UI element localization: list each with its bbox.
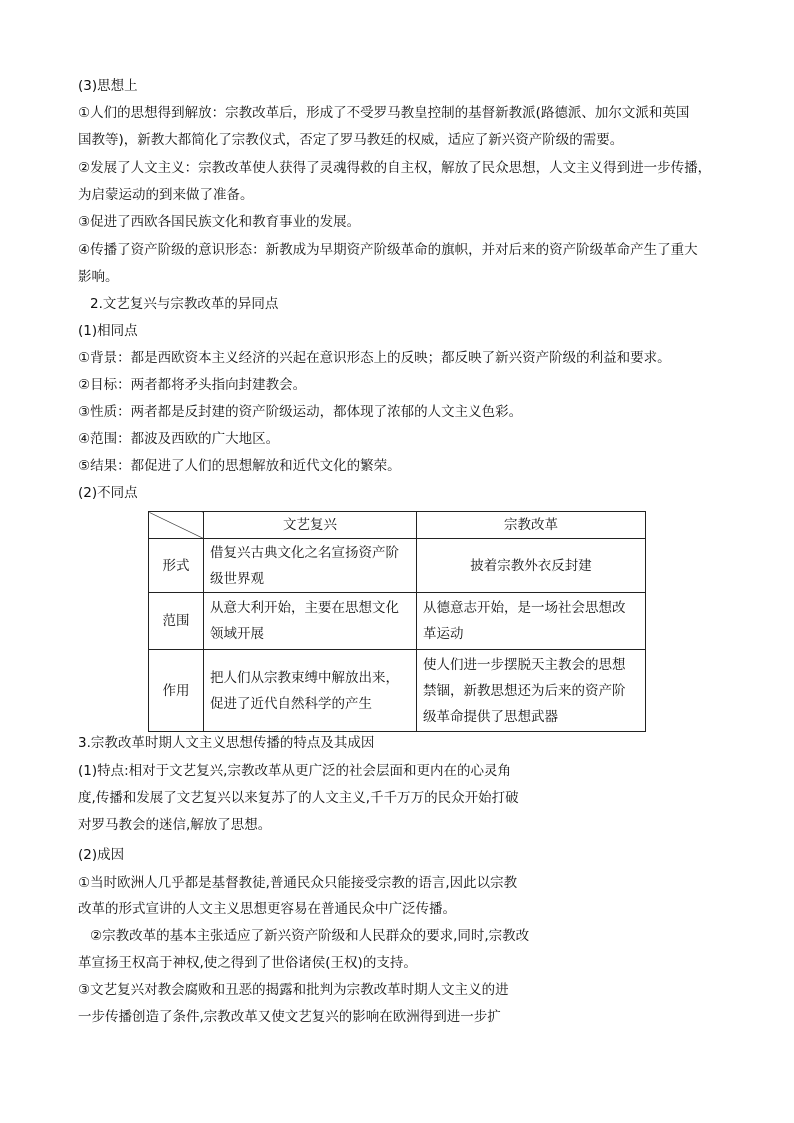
list-item: ②目标：两者都将矛头指向封建教会。 (78, 377, 307, 393)
row-label: 作用 (149, 650, 204, 732)
paragraph-line: 一步传播创造了条件,宗教改革又使文艺复兴的影响在欧洲得到进一步扩 (78, 1009, 501, 1025)
row-label: 形式 (149, 539, 204, 593)
table-cell (417, 650, 646, 732)
cell-line: 禁锢，新教思想还为后来的资产阶 (423, 682, 626, 699)
table-cell (204, 593, 417, 650)
cell-line: 使人们进一步摆脱天主教会的思想 (423, 656, 626, 673)
cell-line: 级革命提供了思想武器 (423, 708, 558, 725)
cell-line: 借复兴古典文化之名宣扬资产阶 (210, 544, 399, 561)
subsection-heading: (1)相同点 (78, 323, 138, 339)
paragraph-line: 为启蒙运动的到来做了准备。 (78, 187, 254, 203)
diagonal-corner-cell (149, 512, 204, 539)
list-item: ④范围：都波及西欧的广大地区。 (78, 431, 280, 447)
paragraph-line: ②发展了人文主义：宗教改革使人获得了灵魂得救的自主权，解放了民众思想，人文主义得到进一步传播， (78, 160, 712, 176)
table-row (149, 593, 646, 650)
comparison-table (148, 511, 646, 732)
column-header: 文艺复兴 (204, 512, 417, 539)
table-cell (417, 539, 646, 593)
section-heading: (3)思想上 (78, 78, 138, 94)
paragraph-line: ①人们的思想得到解放：宗教改革后，形成了不受罗马教皇控制的基督新教派(路德派、加尔文派和英国 (78, 105, 690, 121)
paragraph-line: 影响。 (78, 269, 119, 285)
cell-line: 领域开展 (210, 626, 264, 642)
cell-line: 披着宗教外衣反封建 (470, 557, 592, 574)
table-header-row (149, 512, 646, 539)
paragraph-line: 度,传播和发展了文艺复兴以来复苏了的人文主义,千千万万的民众开始打破 (78, 790, 519, 806)
paragraph-line: ①当时欧洲人几乎都是基督教徒,普通民众只能接受宗教的语言,因此以宗教 (78, 875, 518, 891)
subsection-heading: (2)成因 (78, 847, 125, 863)
paragraph-line: 改革的形式宣讲的人文主义思想更容易在普通民众中广泛传播。 (78, 901, 456, 917)
part-heading: 3.宗教改革时期人文主义思想传播的特点及其成因 (78, 735, 375, 751)
column-header: 宗教改革 (417, 512, 646, 539)
list-item: ①背景：都是西欧资本主义经济的兴起在意识形态上的反映；都反映了新兴资产阶级的利益和要求。 (78, 350, 671, 366)
cell-line: 促进了近代自然科学的产生 (210, 695, 372, 712)
paragraph-line: 国教等)，新教大都简化了宗教仪式，否定了罗马教廷的权威，适应了新兴资产阶级的需要。 (78, 132, 624, 148)
row-label: 范围 (149, 593, 204, 650)
table-row (149, 650, 646, 732)
paragraph-line: ④传播了资产阶级的意识形态：新教成为早期资产阶级革命的旗帜，并对后来的资产阶级革命产生了重大 (78, 242, 698, 258)
list-item: ③性质：两者都是反封建的资产阶级运动，都体现了浓郁的人文主义色彩。 (78, 404, 523, 420)
table-cell (417, 593, 646, 650)
cell-line: 革运动 (423, 626, 464, 642)
subsection-heading: (2)不同点 (78, 485, 138, 501)
cell-line: 把人们从宗教束缚中解放出来， (210, 669, 399, 686)
paragraph-line: (1)特点:相对于文艺复兴,宗教改革从更广泛的社会层面和更内在的心灵角 (78, 763, 511, 779)
list-item: ⑤结果：都促进了人们的思想解放和近代文化的繁荣。 (78, 458, 401, 474)
paragraph-line: ②宗教改革的基本主张适应了新兴资产阶级和人民群众的要求,同时,宗教改 (90, 928, 530, 944)
paragraph-line: 对罗马教会的迷信,解放了思想。 (78, 817, 272, 833)
cell-line: 级世界观 (210, 570, 264, 587)
paragraph-line: ③促进了西欧各国民族文化和教育事业的发展。 (78, 214, 361, 230)
part-heading: 2.文艺复兴与宗教改革的异同点 (90, 296, 279, 312)
table-cell (204, 650, 417, 732)
table-row (149, 539, 646, 593)
cell-line: 从意大利开始，主要在思想文化 (210, 600, 399, 616)
table-cell (204, 539, 417, 593)
paragraph-line: ③文艺复兴对教会腐败和丑恶的揭露和批判为宗教改革时期人文主义的进 (78, 982, 509, 998)
paragraph-line: 革宣扬王权高于神权,使之得到了世俗诸侯(王权)的支持。 (78, 955, 417, 971)
cell-line: 从德意志开始，是一场社会思想改 (423, 600, 626, 616)
